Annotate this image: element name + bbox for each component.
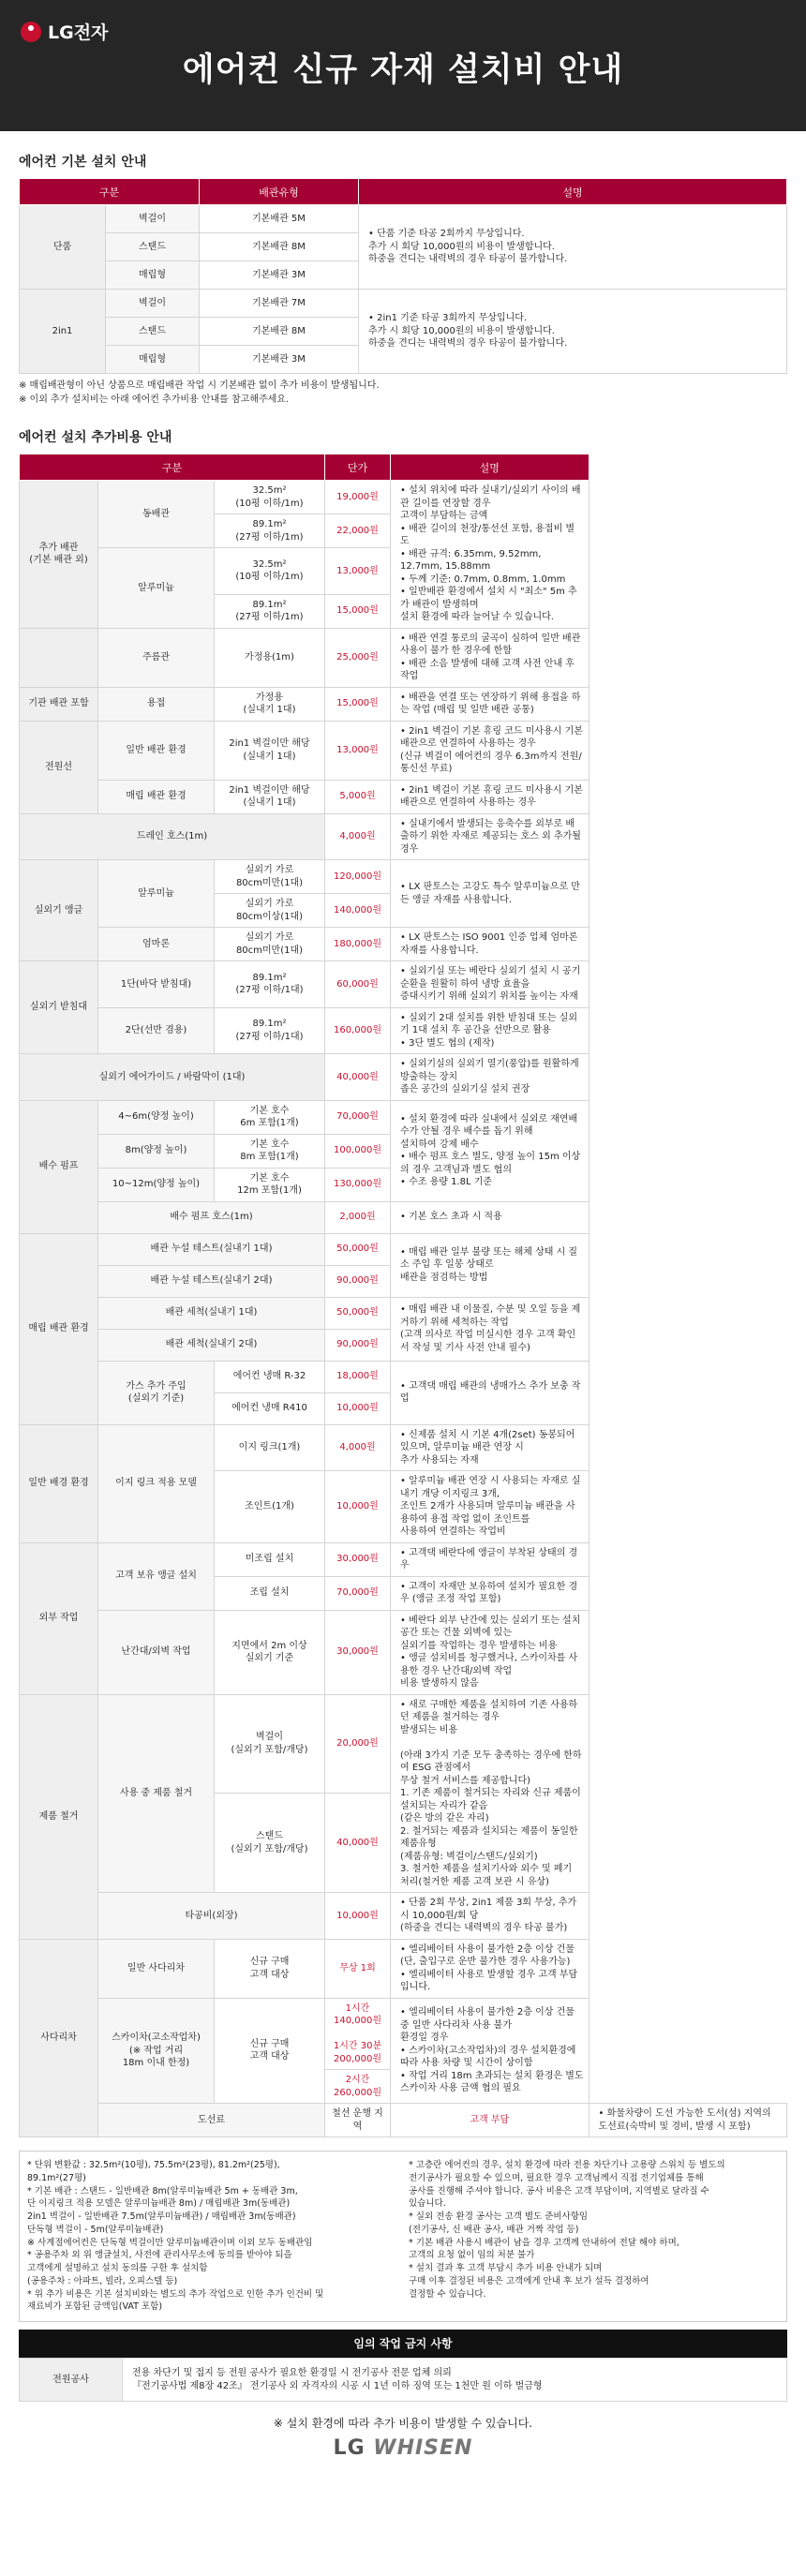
extra-spec: 기본 호수 12m 포함(1개) bbox=[215, 1168, 325, 1201]
extra-price: 13,000원 bbox=[325, 548, 391, 595]
extra-header-type: 구분 bbox=[20, 454, 325, 481]
extra-row bbox=[20, 628, 787, 687]
extra-desc: • 화물차량이 도선 가능한 도서(섬) 지역의 도선료(숙박비 및 경비, 발생 시 포함) bbox=[589, 2104, 787, 2137]
extra-price: 5,000원 bbox=[325, 780, 391, 813]
extra-row bbox=[20, 1054, 787, 1101]
extra-price: 4,000원 bbox=[325, 813, 391, 860]
extra-price: 120,000원 bbox=[325, 860, 391, 894]
brand-whisen: WHISEN bbox=[373, 2436, 473, 2461]
extra-section-title: 에어컨 설치 추가비용 안내 bbox=[19, 430, 172, 445]
extra-subcategory: 동배관 bbox=[98, 481, 215, 548]
basic-header-desc: 설명 bbox=[359, 179, 787, 205]
extra-desc: • 엘리베이터 사용이 불가한 2층 이상 건물 (단, 출입구로 운반 불가한 경우 사용가능) • 엘리베이터 사용로 발생할 경우 고객 부담입니다. bbox=[391, 1939, 590, 1998]
lg-logo bbox=[21, 19, 108, 44]
extra-row bbox=[20, 1610, 787, 1694]
extra-spec: 실외기 가로 80cm이상(1대) bbox=[215, 894, 325, 928]
bottom-note: ※ 설치 환경에 따라 추가 비용이 발생할 수 있습니다. bbox=[273, 2417, 533, 2431]
footer-notes-left: * 단위 변환값 : 32.5m²(10평), 75.5m²(23평), 81.2m²(25평), 89.1m²(27평) * 기본 배관 : 스탠드 - 일반배관 8m(알루미늄배관 5m + 동배관 3m, 단 이지링크 적용 모델은 알루미늄배관 8m) / 매립배관 3m(동배관) 2in1 벽걸이 - 일반배관 7.5m(알루미늄배관) / 매립배관 3m(동배관) 단독형 벽걸이 - 5m(알루미늄배관) ※ 사계절에어컨은 단독형 벽걸이만 알루미늄배관이며 이외 모두 동배관임 * 공용주차 외 위 앵글설치, 사전에 관리사무소에 동의를 받아야 되을 고객에게 설명하고 설치 동의를 구한 후 설치함 (공용주차 : 아파트, 빌라, 오피스텔 등) * 위 추가 비용은 기본 설치비와는 별도의 추가 작업으로 인한 추가 인건비 및 재료비가 포함된 금액입(VAT 포함) bbox=[27, 2160, 324, 2313]
basic-notes bbox=[0, 374, 806, 407]
logo-text: LG전자 bbox=[48, 22, 109, 43]
extra-desc: • 매립 배관 내 이물질, 수분 및 오일 등을 제거하기 위해 세척하는 작업 (고객 의사로 작업 미실시한 경우 고객 확인서 작성 및 기사 사전 안내 필수) bbox=[391, 1297, 590, 1361]
extra-price: 40,000원 bbox=[325, 1794, 391, 1893]
brand-lg: LG bbox=[333, 2436, 366, 2461]
extra-subcategory: 배관 세척(실내기 2대) bbox=[98, 1329, 325, 1361]
extra-spec: 가정용 (실내기 1대) bbox=[215, 687, 325, 721]
extra-spec: 미조립 설치 bbox=[215, 1542, 325, 1576]
extra-price: 25,000원 bbox=[325, 628, 391, 687]
extra-subcategory: 배관 누설 테스트(실내기 2대) bbox=[98, 1265, 325, 1297]
extra-subcategory: 알루미늄 bbox=[98, 548, 215, 629]
extra-spec: 실외기 가로 80cm미만(1대) bbox=[215, 860, 325, 894]
extra-spec: 89.1m² (27평 이하/1대) bbox=[215, 1007, 325, 1054]
extra-desc: • 고객이 자재만 보유하여 설치가 필요한 경우 (앵글 조정 작업 포함) bbox=[391, 1576, 590, 1610]
extra-row bbox=[20, 1694, 787, 1794]
extra-row bbox=[20, 2104, 787, 2137]
extra-price: 10,000원 bbox=[325, 1893, 391, 1940]
extra-price: 22,000원 bbox=[325, 514, 391, 548]
extra-subcategory: 알루미늄 bbox=[98, 860, 215, 928]
extra-price: 60,000원 bbox=[325, 961, 391, 1008]
extra-subcategory: 스카이차(고소작업차) (※ 작업 거리 18m 이내 한정) bbox=[98, 1998, 215, 2104]
extra-cost-table bbox=[19, 454, 787, 2137]
extra-desc: • 고객댁 베란다에 앵글이 부착된 상태의 경우 bbox=[391, 1542, 590, 1576]
page-title: 에어컨 신규 자재 설치비 안내 bbox=[182, 52, 624, 89]
extra-price: 20,000원 bbox=[325, 1694, 391, 1794]
basic-pipe-type: 기본배관 7M bbox=[200, 290, 359, 318]
extra-desc: • 실외기실의 실외기 열기(풍압)를 원활하게 방출하는 장치 좁은 공간의 실외기실 설치 권장 bbox=[391, 1054, 590, 1101]
extra-price: 4,000원 bbox=[325, 1424, 391, 1471]
extra-subcategory: 2단(선반 겸용) bbox=[98, 1007, 215, 1054]
basic-product-type: 매립형 bbox=[106, 261, 200, 290]
extra-subcategory: 배관 세척(실내기 1대) bbox=[98, 1297, 325, 1329]
basic-group-name: 단품 bbox=[20, 205, 106, 290]
extra-spec: 32.5m² (10평 이하/1m) bbox=[215, 548, 325, 595]
basic-note-2: ※ 이외 추가 설치비는 아래 에어컨 추가비용 안내를 참고해주세요. bbox=[19, 394, 290, 405]
extra-category: 기관 배관 포함 bbox=[20, 687, 98, 721]
extra-subcategory: 타공비(외장) bbox=[98, 1893, 325, 1940]
extra-subcategory: 난간대/외벽 작업 bbox=[98, 1610, 215, 1694]
extra-price: 1시간 140,000원 1시간 30분 200,000원 bbox=[325, 1998, 391, 2070]
extra-subcategory: 배관 누설 테스트(실내기 1대) bbox=[98, 1233, 325, 1265]
extra-category: 제품 철거 bbox=[20, 1694, 98, 1939]
extra-price: 15,000원 bbox=[325, 594, 391, 628]
extra-price: 50,000원 bbox=[325, 1297, 391, 1329]
basic-header-type: 구분 bbox=[20, 179, 200, 205]
footer-notes-right: * 고층란 에어컨의 경우, 설치 환경에 따라 전용 차단기나 고용량 스위치 등 별도의 전기공사가 필요할 수 있으며, 필요한 경우 고객님께서 직접 전기업체를 통해 공사를 진행해 주셔야 합니다. 공사 비용은 고객 부담이며, 지역별로 달라질 수 있습니다. * 실외 전송 환경 공사는 고객 별도 준비사항임 (전기공사, 신 배관 공사, 배관 거짝 작업 등) * 기본 배관 사용시 배관이 남을 경우 고객께 안내하여 전달 해야 하며, 고객의 요청 없이 임의 처분 불가 * 설치 결과 후 고객 부담시 추가 비용 안내가 되며 구매 이후 결정된 비용은 고객에게 안내 후 보가 설득 결정하여 결정할 수 있습니다. bbox=[409, 2160, 725, 2300]
extra-price: 140,000원 bbox=[325, 894, 391, 928]
extra-desc: • 신제품 설치 시 기본 4개(2set) 동봉되어 있으며, 알루미늄 배관 연장 시 추가 사용되는 자재 bbox=[391, 1424, 590, 1471]
extra-desc: • LX 판토스는 ISO 9001 인증 업체 엄마론 자재를 사용합니다. bbox=[391, 928, 590, 961]
extra-subcategory: 매립 배관 환경 bbox=[98, 780, 215, 813]
extra-price: 100,000원 bbox=[325, 1134, 391, 1168]
extra-spec: 조인트(1개) bbox=[215, 1471, 325, 1543]
extra-row bbox=[20, 687, 787, 721]
extra-subcategory: 가스 추가 주입 (실외기 기준) bbox=[98, 1361, 215, 1424]
electric-row bbox=[20, 2359, 787, 2402]
extra-category: 드레인 호스(1m) bbox=[20, 813, 325, 860]
extra-subcategory: 10~12m(양정 높이) bbox=[98, 1168, 215, 1201]
extra-spec: 스탠드 (실외기 포함/개당) bbox=[215, 1794, 325, 1893]
basic-install-table bbox=[19, 178, 787, 374]
extra-spec: 이지 링크(1개) bbox=[215, 1424, 325, 1471]
extra-row bbox=[20, 481, 787, 514]
footer-notes bbox=[19, 2151, 787, 2322]
extra-category bbox=[20, 628, 98, 687]
extra-desc: • LX 판토스는 고강도 특수 알루미늄으로 만든 앵글 자재를 사용합니다. bbox=[391, 860, 590, 928]
extra-spec: 조립 설치 bbox=[215, 1576, 325, 1610]
extra-row bbox=[20, 1361, 787, 1392]
extra-spec: 에어컨 냉매 R-32 bbox=[215, 1361, 325, 1392]
extra-price: 40,000원 bbox=[325, 1054, 391, 1101]
basic-pipe-type: 기본배관 3M bbox=[200, 346, 359, 374]
extra-price: 50,000원 bbox=[325, 1233, 391, 1265]
extra-row bbox=[20, 1297, 787, 1329]
prohibited-work-bar: 임의 작업 금지 사항 bbox=[19, 2330, 787, 2358]
extra-row bbox=[20, 1939, 787, 1998]
lg-whisen-logo bbox=[0, 2436, 806, 2460]
extra-desc: • 실외기 2대 설치를 위한 받침대 또는 실외기 1대 설치 후 공간을 선반으로 활용 • 3단 별도 협의 (제작) bbox=[391, 1007, 590, 1054]
extra-price: 13,000원 bbox=[325, 721, 391, 780]
extra-price: 70,000원 bbox=[325, 1576, 391, 1610]
extra-subcategory: 1단(바닥 받침대) bbox=[98, 961, 215, 1008]
extra-spec: 철선 운행 지역 bbox=[325, 2104, 391, 2137]
extra-spec: 89.1m² (27평 이하/1대) bbox=[215, 961, 325, 1008]
basic-product-type: 벽걸이 bbox=[106, 205, 200, 233]
extra-spec: 2in1 벽걸이만 해당 (실내기 1대) bbox=[215, 780, 325, 813]
extra-spec: 지면에서 2m 이상 실외기 기준 bbox=[215, 1610, 325, 1694]
extra-row bbox=[20, 1424, 787, 1471]
extra-price: 무상 1회 bbox=[325, 1939, 391, 1998]
basic-row bbox=[20, 205, 787, 233]
extra-spec: 신규 구매 고객 대상 bbox=[215, 1939, 325, 1998]
extra-desc: • 베란다 외부 난간에 있는 실외기 또는 설치 공간 또는 건물 외벽에 있는 실외기를 작업하는 경우 발생하는 비용 • 앵글 설치비를 청구했거나, 스카이차를 사용한 경우 난간대/외벽 작업 비용 발생하지 않음 bbox=[391, 1610, 590, 1694]
extra-price: 고객 부담 bbox=[391, 2104, 590, 2137]
basic-pipe-type: 기본배관 5M bbox=[200, 205, 359, 233]
extra-desc: • 고객댁 매립 배관의 냉매가스 추가 보충 작업 bbox=[391, 1361, 590, 1424]
extra-price: 180,000원 bbox=[325, 928, 391, 961]
extra-row bbox=[20, 1893, 787, 1940]
extra-desc: • 배관을 연결 또는 연장하기 위해 용접을 하는 작업 (매립 및 일반 배관 공통) bbox=[391, 687, 590, 721]
extra-spec: 실외기 가로 80cm미만(1대) bbox=[215, 928, 325, 961]
extra-desc: • 단품 2회 무상, 2in1 제품 3회 무상, 추가 시 10,000원/회 당 (하중을 견디는 내력벽의 경우 타공 불가) bbox=[391, 1893, 590, 1940]
extra-row bbox=[20, 1542, 787, 1576]
basic-product-type: 스탠드 bbox=[106, 318, 200, 346]
basic-product-type: 스탠드 bbox=[106, 233, 200, 261]
extra-desc: • 실외기실 또는 베란다 실외기 설치 시 공기 순환을 원활히 하여 냉방 효율을 증대시키기 위해 실외기 위치를 높이는 자재 bbox=[391, 961, 590, 1008]
extra-row bbox=[20, 780, 787, 813]
extra-category: 매립 배관 환경 bbox=[20, 1233, 98, 1424]
extra-spec: 가정용(1m) bbox=[215, 628, 325, 687]
extra-row bbox=[20, 860, 787, 894]
extra-subcategory: 일반 배관 환경 bbox=[98, 721, 215, 780]
extra-category: 일반 배경 환경 bbox=[20, 1424, 98, 1542]
extra-desc: • 2in1 벽걸이 기본 휴링 코드 미사용시 기본 배관으로 연결하여 사용하는 경우 bbox=[391, 780, 590, 813]
extra-category: 실외기 받침대 bbox=[20, 961, 98, 1054]
lg-logo-icon bbox=[21, 22, 41, 42]
extra-row bbox=[20, 721, 787, 780]
extra-category: 배수 펌프 bbox=[20, 1100, 98, 1233]
basic-product-type: 벽걸이 bbox=[106, 290, 200, 318]
extra-desc: • 기본 호스 초과 시 적용 bbox=[391, 1201, 590, 1233]
extra-subcategory: 이지 링크 적용 모델 bbox=[98, 1424, 215, 1542]
extra-subcategory: 사용 중 제품 철거 bbox=[98, 1694, 215, 1893]
basic-header-pipe: 배관유형 bbox=[200, 179, 359, 205]
extra-spec: 2in1 벽걸이만 해당 (실내기 1대) bbox=[215, 721, 325, 780]
extra-price: 90,000원 bbox=[325, 1265, 391, 1297]
electric-label: 전원공사 bbox=[20, 2359, 123, 2402]
extra-price: 15,000원 bbox=[325, 687, 391, 721]
extra-price: 19,000원 bbox=[325, 481, 391, 514]
extra-price: 10,000원 bbox=[325, 1471, 391, 1543]
extra-desc: • 배관 연결 통로의 굴곡이 심하여 일반 배관 사용이 불가 한 경우에 한함 • 배관 소음 발생에 대해 고객 사전 안내 후 작업 bbox=[391, 628, 590, 687]
extra-category: 추가 배관 (기본 배관 외) bbox=[20, 481, 98, 629]
extra-subcategory: 도선료 bbox=[98, 2104, 325, 2137]
extra-row bbox=[20, 813, 787, 860]
extra-row bbox=[20, 1998, 787, 2070]
extra-category: 실외기 앵글 bbox=[20, 860, 98, 961]
extra-spec: 89.1m² (27평 이하/1m) bbox=[215, 514, 325, 548]
extra-spec: 32.5m² (10평 이하/1m) bbox=[215, 481, 325, 514]
extra-spec: 에어컨 냉매 R410 bbox=[215, 1392, 325, 1424]
extra-price: 90,000원 bbox=[325, 1329, 391, 1361]
extra-row bbox=[20, 1233, 787, 1265]
extra-subcategory: 고객 보유 앵글 설치 bbox=[98, 1542, 215, 1610]
basic-pipe-type: 기본배관 8M bbox=[200, 318, 359, 346]
basic-group-desc: • 2in1 기준 타공 3회까지 무상입니다. 추가 시 회당 10,000원의 비용이 발생합니다. 하중을 견디는 내력벽의 경우 타공이 불가합니다. bbox=[359, 290, 787, 374]
extra-header-price: 단가 bbox=[325, 454, 391, 481]
extra-price: 2시간 260,000원 bbox=[325, 2070, 391, 2104]
extra-row bbox=[20, 928, 787, 961]
extra-spec: 신규 구매 고객 대상 bbox=[215, 1998, 325, 2104]
extra-category: 외부 작업 bbox=[20, 1542, 98, 1694]
basic-pipe-type: 기본배관 3M bbox=[200, 261, 359, 290]
extra-subcategory: 엄마론 bbox=[98, 928, 215, 961]
extra-price: 70,000원 bbox=[325, 1100, 391, 1134]
basic-section-title: 에어컨 기본 설치 안내 bbox=[19, 155, 147, 170]
extra-spec: 기본 호수 8m 포함(1개) bbox=[215, 1134, 325, 1168]
extra-row bbox=[20, 1201, 787, 1233]
extra-price: 30,000원 bbox=[325, 1610, 391, 1694]
extra-spec: 89.1m² (27평 이하/1m) bbox=[215, 594, 325, 628]
extra-price: 18,000원 bbox=[325, 1361, 391, 1392]
electric-table bbox=[19, 2358, 787, 2402]
extra-spec: 벽걸이 (실외기 포함/개당) bbox=[215, 1694, 325, 1794]
basic-header-row bbox=[20, 179, 787, 205]
extra-row bbox=[20, 1100, 787, 1134]
extra-price: 30,000원 bbox=[325, 1542, 391, 1576]
page-header bbox=[0, 0, 806, 131]
electric-desc: 전용 차단기 및 접지 등 전원 공사가 필요한 환경일 시 전기공사 전문 업체 의뢰 『전기공사법 제8장 42조』 전기공사 외 자격자의 시공 시 1년 이하 징역 또는 1천만 원 이하 벌금형 bbox=[123, 2359, 787, 2402]
extra-header-desc: 설명 bbox=[391, 454, 590, 481]
extra-desc: • 2in1 벽걸이 기본 휴링 코드 미사용시 기본 배관으로 연결하여 사용하는 경우 (신규 벽걸이 에어컨의 경우 6.3m까지 전원/통신선 무료) bbox=[391, 721, 590, 780]
extra-subcategory: 8m(양정 높이) bbox=[98, 1134, 215, 1168]
extra-price: 2,000원 bbox=[325, 1201, 391, 1233]
extra-header-row bbox=[20, 454, 787, 481]
basic-group-desc: • 단품 기준 타공 2회까지 무상입니다. 추가 시 회당 10,000원의 비용이 발생합니다. 하중을 견디는 내력벽의 경우 타공이 불가합니다. bbox=[359, 205, 787, 290]
extra-subcategory: 배수 펌프 호스(1m) bbox=[98, 1201, 325, 1233]
basic-group-name: 2in1 bbox=[20, 290, 106, 374]
extra-desc: • 새로 구매한 제품을 설치하여 기존 사용하던 제품을 철거하는 경우 발생되는 비용 (아래 3가지 기준 모두 충족하는 경우에 한하여 ESG 관점에서 무상 철거 서비스를 제공합니다) 1. 기존 제품이 철거되는 자리와 신규 제품이 설치되는 자리가 같음 (같은 방의 같은 자리) 2. 철거되는 제품과 설치되는 제품이 동일한 제품유형 (제품유형: 벽걸이/스탠드/실외기) 3. 철거한 제품을 설치기사와 외수 및 폐기 처리(철거한 제품 고객 보관 시 유상) bbox=[391, 1694, 590, 1893]
extra-row bbox=[20, 961, 787, 1008]
extra-subcategory: 주름관 bbox=[98, 628, 215, 687]
extra-price: 160,000원 bbox=[325, 1007, 391, 1054]
basic-note-1: ※ 매립배관형이 아닌 상품으로 매립배관 작업 시 기본배관 없이 추가 비용이 발생됩니다. bbox=[19, 380, 380, 391]
extra-price: 130,000원 bbox=[325, 1168, 391, 1201]
extra-category: 전원선 bbox=[20, 721, 98, 813]
basic-row bbox=[20, 290, 787, 318]
extra-spec: 기본 호수 6m 포함(1개) bbox=[215, 1100, 325, 1134]
extra-price: 10,000원 bbox=[325, 1392, 391, 1424]
extra-desc: • 매립 배관 일부 불량 또는 해체 상태 시 질소 주입 후 일봉 상태로 배관을 점검하는 방법 bbox=[391, 1233, 590, 1297]
extra-category: 실외기 에어가이드 / 바람막이 (1대) bbox=[20, 1054, 325, 1101]
extra-row bbox=[20, 1007, 787, 1054]
extra-category: 사다리차 bbox=[20, 1939, 98, 2137]
extra-desc: • 엘리베이터 사용이 불가한 2층 이상 건물 중 일반 사다리차 사용 불가 환경일 경우 • 스카이차(고소작업차)의 경우 설치환경에 따라 사용 차량 및 시간이 상이함 • 작업 거리 18m 초과되는 설치 환경은 별도 스카이차 사용 금액 협의 필요 bbox=[391, 1998, 590, 2104]
extra-desc: • 실내기에서 발생되는 응축수를 외부로 배출하기 위한 자재로 제공되는 호스 외 추가될 경우 bbox=[391, 813, 590, 860]
extra-desc: • 설치 위치에 따라 실내기/실외기 사이의 배관 길이를 연장할 경우 고객이 부담하는 금액 • 배관 길이의 천장/통선선 포함, 용접비 별도 • 배관 규격: 6.35mm, 9.52mm, 12.7mm, 15.88mm • 두께 기준: 0.7mm, 0.8mm, 1.0mm • 일반배관 환경에서 설치 시 "최소" 5m 추가 배관이 발생하며 설치 환경에 따라 늘어날 수 있습니다. bbox=[391, 481, 590, 629]
extra-desc: • 알루미늄 배관 연장 시 사용되는 자재로 실내기 개당 이지링크 3개, 조인트 2개가 사용되며 알루미늄 배관을 사용하여 용접 작업 없이 조인트를 사용하여 연결하는 작업비 bbox=[391, 1471, 590, 1543]
extra-subcategory: 4~6m(양정 높이) bbox=[98, 1100, 215, 1134]
extra-desc: • 설치 환경에 따라 실내에서 실외로 재연배수가 안될 경우 배수를 돕기 위해 설치하여 강제 배수 • 배수 펌프 호스 별도, 양정 높이 15m 이상의 경우 고객님과 별도 협의 • 수조 용량 1.8L 기준 bbox=[391, 1100, 590, 1201]
basic-pipe-type: 기본배관 8M bbox=[200, 233, 359, 261]
basic-product-type: 매립형 bbox=[106, 346, 200, 374]
extra-subcategory: 일반 사다리차 bbox=[98, 1939, 215, 1998]
extra-subcategory: 용접 bbox=[98, 687, 215, 721]
